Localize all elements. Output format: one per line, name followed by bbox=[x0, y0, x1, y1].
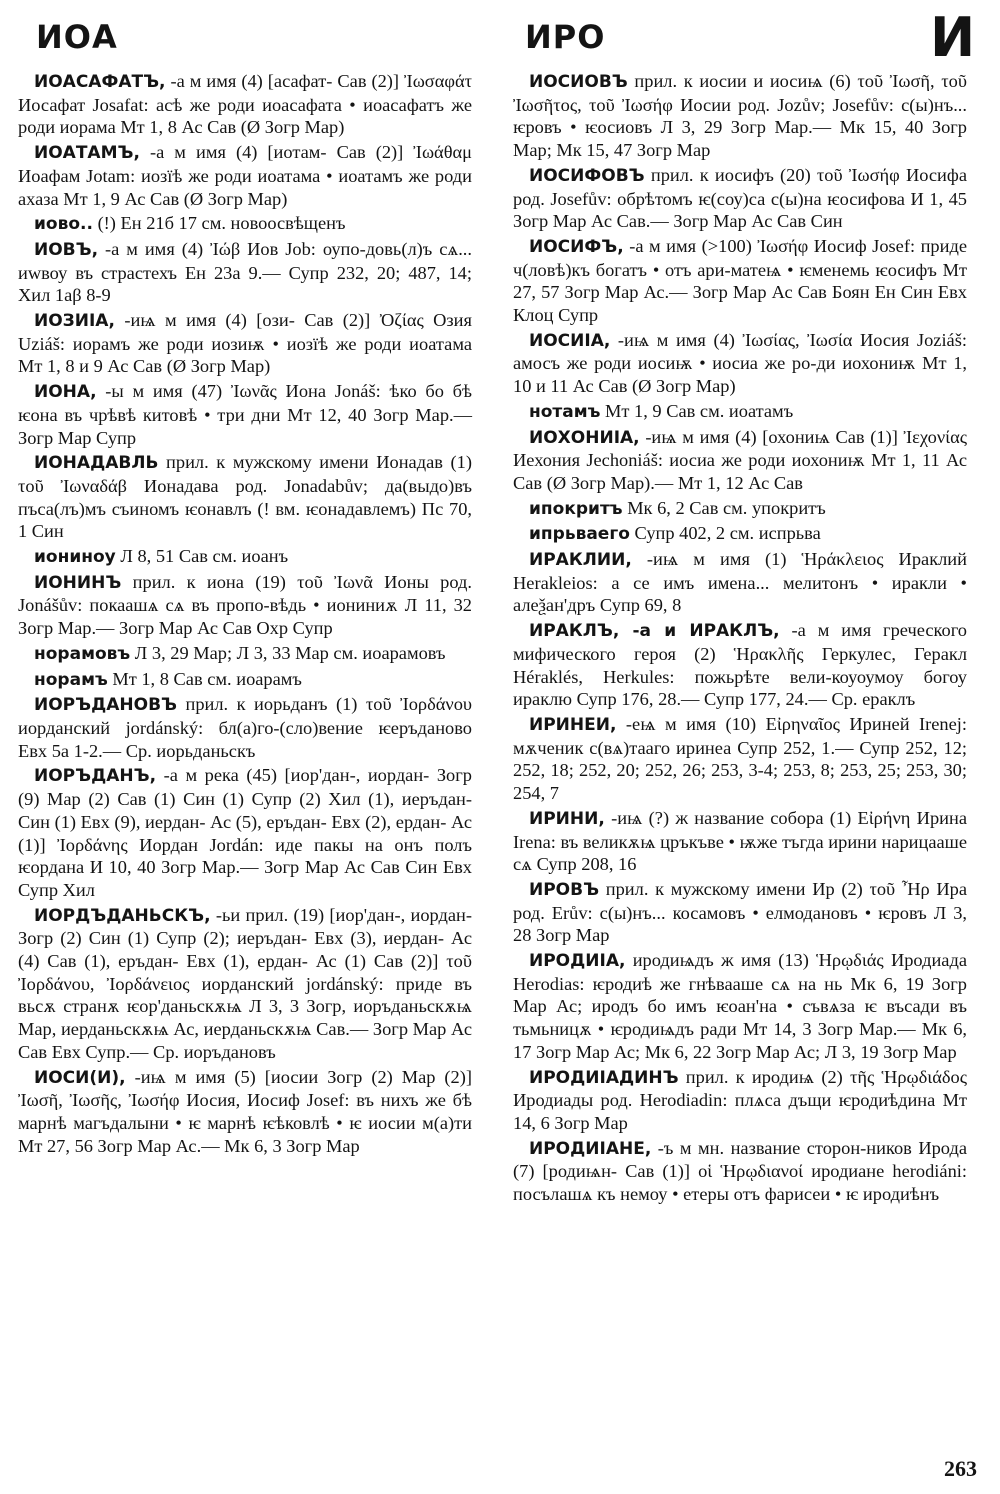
dictionary-entry bbox=[18, 668, 472, 692]
entry-headword: ипрьваего bbox=[529, 524, 630, 545]
dictionary-entry bbox=[513, 400, 967, 424]
entry-text: -еѩ м имя (10) Εἰρηναῖος Ириней Irenej: мѫченик с(вѧ)тааго иринеа Супр 252, 1.— Супр 252, 12; 252, 18; 252, 20; 252, 26; 253, 3-4; 253, 8; 253, 25; 253, 30; 254, 7 bbox=[513, 713, 967, 804]
dictionary-entry bbox=[18, 571, 472, 640]
dictionary-entry bbox=[513, 164, 967, 233]
entry-text: Мк 6, 2 Сав см. упокритъ bbox=[627, 497, 826, 518]
entry-headword: ИРАКЛИИ, bbox=[529, 550, 632, 571]
entry-headword: ИРОДИІАНЕ, bbox=[529, 1138, 652, 1159]
dictionary-entry bbox=[513, 949, 967, 1064]
dictionary-entry bbox=[513, 1066, 967, 1135]
running-header bbox=[0, 0, 1000, 69]
entry-text: -а м река (45) [иор'дан-, иордан- Зогр (9) Мар (2) Сав (1) Син (1) Супр (2) Хил (1), иеръдан- Син (1) Евх (9), иердан- Ас (5), еръдан- Евх (2), ердан- Ас (1)] Ἰορδάνης Иордан Jordán: иде пакы на онъ полъ ѥордана И 10, 40 Зогр Мар.— Зогр Мар Ас Сав Син Евх Супр Хил bbox=[18, 765, 472, 900]
entry-text: иродиѩдъ ж имя (13) Ἡρῳδιάς Иродиада Herodias: ѥродиѣ же гнѣвааше сѧ на нь Мк 6, 19 Зогр Мар Ас; иродъ бо имъ ѥоан'на • съвѧза ѥ въсади въ тьмьницѫ • ѥродиѩдъ ради Мт 14, 3 Зогр Мар.— Мк 6, 17 Зогр Мар Ас; Мк 6, 22 Зогр Мар Ас; Л 3, 19 Зогр Мар bbox=[513, 950, 967, 1062]
entry-headword: ИОВЪ, bbox=[34, 239, 99, 260]
dictionary-entry bbox=[18, 309, 472, 378]
page-number: 263 bbox=[944, 1456, 977, 1481]
entry-headword: ИОРЪДАНЪ, bbox=[34, 766, 157, 787]
entry-text: -иѩ м имя (4) Ἰωσίας, Ἰωσία Иосия Joziáš: амосъ же роди иосиѭ • иосиа же ро-ди иохониѭ Мт 1, 10 и 11 Ас Сав (Ø Зогр Мар) bbox=[513, 329, 967, 397]
entry-headword: ИОЗИІА, bbox=[34, 311, 115, 332]
entry-headword: нотамъ bbox=[529, 401, 601, 422]
entry-headword: ИОАТАМЪ, bbox=[34, 143, 140, 164]
entry-headword: ИОСИОВЪ bbox=[529, 72, 628, 92]
entry-headword: ИОСИІА, bbox=[529, 330, 611, 351]
entry-text: Л 3, 29 Мар; Л 3, 33 Мар см. иоарамовъ bbox=[134, 642, 446, 663]
entry-headword: ИОХОНИІА, bbox=[529, 427, 640, 448]
entry-headword: ИОАСАФАТЪ, bbox=[34, 72, 166, 92]
running-head-right: ИРО bbox=[525, 18, 606, 56]
right-column bbox=[513, 70, 967, 1208]
dictionary-entry bbox=[18, 642, 472, 666]
entry-text: -иѩ (?) ж название собора (1) Εἰρήνη Ирина Irena: въ великѫѩ цръкъве • ѭже тъгда ирини нарицааше сѧ Супр 208, 16 bbox=[513, 807, 967, 875]
entry-headword: ИРИНИ, bbox=[529, 808, 605, 829]
dictionary-entry bbox=[18, 904, 472, 1064]
dictionary-entry bbox=[18, 451, 472, 543]
entry-headword: норамъ bbox=[34, 669, 108, 690]
entry-headword: ИОСИФОВЪ bbox=[529, 165, 645, 186]
entry-text: -ъ м мн. название сторон-ников Ирода (7) [родиѩн- Сав (1)] οἱ Ἡρῳδιανοί иродиане herodiáni: посълашѧ къ немоу • етеры отъ фарисеи • ѥ иродиѣнъ bbox=[513, 1137, 967, 1205]
dictionary-entry bbox=[513, 70, 967, 162]
dictionary-entry bbox=[513, 619, 967, 711]
entry-text: -ьи прил. (19) [иор'дан-, иордан- Зогр (2) Син (1) Супр (2); иеръдан- Евх (3), иердан- Ас (4) Сав (1), еръдан- Евх (1), ердан- Ас (1) Сав (2)] τοῦ Ἰορδάνου, Ἰορδάνειος иорданский jordánský: приде въ вьсѫ странѫ ѥор'даньскѫѩ Л 3, 3 Зогр, иоръданьскѫѩ Мар, иерданьскѫѩ Ас, иерданьскѫѩ Сав.— Зогр Мар Ас Сав Евх Супр.— Ср. иоръдановъ bbox=[18, 904, 472, 1062]
entry-headword: ИОНИНЪ bbox=[34, 572, 122, 593]
dictionary-entry bbox=[513, 1137, 967, 1206]
entry-text: Мт 1, 8 Сав см. иоарамъ bbox=[112, 668, 302, 689]
dictionary-entry bbox=[513, 878, 967, 947]
entry-text: -иѩ м имя (4) [охониѩ Сав (1)] Ἰεχονίας Иехония Jechoniáš: иосиа же роди иохониѭ Мт 1, 11 Ас Сав (Ø Зогр Мар).— Мт 1, 12 Ас Сав bbox=[513, 426, 968, 493]
dictionary-entry bbox=[513, 548, 967, 617]
left-column bbox=[18, 70, 472, 1159]
dictionary-entry bbox=[513, 497, 967, 521]
dictionary-entry bbox=[513, 522, 967, 546]
entry-headword: ИОРДЪДАНЬСКЪ, bbox=[34, 905, 211, 926]
entry-headword: ИРОВЪ bbox=[529, 879, 600, 900]
entry-headword: ИОСИФЪ, bbox=[529, 236, 624, 257]
entry-text: -а м имя (>100) Ἰωσήφ Иосиф Josef: приде ч(ловѣ)къ богатъ • отъ ари-матеѩ • ѥменемь ѥосифъ Мт 27, 57 Зогр Мар Ас.— Зогр Мар Ас Сав Боян Ен Син Евх Клоц Супр bbox=[513, 235, 967, 326]
dictionary-entry bbox=[18, 70, 472, 139]
dictionary-entry bbox=[18, 764, 472, 901]
dictionary-entry bbox=[18, 1066, 472, 1158]
dictionary-entry bbox=[513, 235, 967, 327]
entry-headword: ИРОДИІАДИНЪ bbox=[529, 1067, 679, 1088]
entry-headword: ипокритъ bbox=[529, 498, 623, 519]
entry-headword: ИОНАДАВЛЬ bbox=[34, 453, 159, 474]
entry-headword: иово.. bbox=[34, 214, 93, 235]
entry-text: Л 8, 51 Сав см. иоанъ bbox=[120, 546, 289, 567]
dictionary-entry bbox=[18, 693, 472, 762]
entry-text: Супр 402, 2 см. испрьва bbox=[634, 523, 821, 544]
dictionary-entry bbox=[18, 212, 472, 236]
entry-headword: ИОСИ(И), bbox=[34, 1067, 126, 1088]
entry-headword: ИОНА, bbox=[34, 382, 97, 403]
entry-text: (!) Ен 21б 17 см. новоосвѣщенъ bbox=[97, 213, 346, 234]
entry-text: прил. к мужскому имени Ионадав (1) τοῦ Ἰωναδάβ Ионадава род. Jonadabův; да(выдо)въ пъса(лъ)мъ съиномъ ѥонавлъ (! вм. ѥонадавлемъ) Пс 70, 1 Син bbox=[18, 452, 472, 542]
entry-text: -а м имя (4) [иотам- Сав (2)] Ἰωάθαμ Иоафам Jotam: иозїѣ же роди иоатама • иоатамъ же роди ахаза Мт 1, 9 Ас Сав (Ø Зогр Мар) bbox=[18, 142, 473, 209]
entry-headword: ИРИНЕИ, bbox=[529, 714, 617, 735]
dictionary-entry bbox=[513, 426, 967, 495]
entry-text: -иѩ м имя (1) Ἡράκλειος Ираклий Herakleios: а се имъ имена... мелитонъ • иракли • алеѯан'дръ Супр 69, 8 bbox=[513, 549, 967, 616]
entry-headword: ИРАКЛЪ, -а и ИРАКЛЪ, bbox=[529, 621, 780, 642]
entry-headword: норамовъ bbox=[34, 643, 131, 664]
entry-text: -а м имя греческого мифического героя (2) Ἡρακλῆς Геркулес, Геракл Héraklés, Herkules: пожьрѣте вели-коуоумоу богоу ираклю Супр 176, 28.— Супр 177, 24.— Ср. ераклъ bbox=[513, 620, 967, 710]
entry-text: -а м имя (4) Ἰώβ Иов Job: оупо-довь(л)ъ сѧ... иwвоу въ страстехъ Ен 23а 9.— Супр 232, 20; 487, 14; Хил 1аβ 8-9 bbox=[18, 238, 472, 306]
entry-text: -а м имя (4) [асафат- Сав (2)] Ἰωσαφάτ Иосафат Josafat: асѣ же роди иоасафата • иоасафатъ же роди иорама Мт 1, 8 Ас Сав (Ø Зогр Мар) bbox=[18, 71, 472, 138]
dictionary-entry bbox=[18, 545, 472, 569]
entry-text: прил. к иона (19) τοῦ Ἰωνᾶ Ионы род. Jonášův: покаашѧ сѧ въ пропо-вѣдь • иониниѫ Л 11, 32 Зогр Мар.— Зогр Мар Ас Сав Охр Супр bbox=[18, 571, 472, 639]
entry-text: прил. к иродиѩ (2) τῆς Ἡρῳδιάδος Иродиады род. Herodiadin: плѧса дъщи ѥродиѣдина Мт 14, 6 Зогр Мар bbox=[513, 1066, 967, 1133]
entry-text: прил. к иорьданъ (1) τοῦ Ἰορδάνου иорданский jordánský: бл(а)го-(сло)вение ѥеръданово Евх 5а 1-2.— Ср. иорьданьскъ bbox=[18, 694, 473, 761]
dictionary-entry bbox=[513, 807, 967, 876]
dictionary-entry bbox=[18, 238, 472, 307]
entry-text: -иѩ м имя (4) [ози- Сав (2)] Ὀζίας Озия Uziáš: иорамъ же роди иозиѭ • иозїѣ же роди иоатама Мт 1, 8 и 9 Ас Сав (Ø Зогр Мар) bbox=[18, 310, 472, 377]
dictionary-entry bbox=[513, 329, 967, 398]
section-letter: И bbox=[930, 6, 976, 69]
entry-text: -ы м имя (47) Ἰωνᾶς Иона Jonáš: ѣко бо бѣ ѥона въ чрѣвѣ китовѣ • три дни Мт 12, 40 Зогр Мар.— Зогр Мар Супр bbox=[18, 381, 472, 448]
entry-text: Мт 1, 9 Сав см. иоатамъ bbox=[605, 400, 794, 421]
entry-text: прил. к мужскому имени Ир (2) τοῦ Ἦρ Ира род. Erův: с(ы)нъ... косамовъ • елмодановъ • ѥровъ Л 3, 28 Зогр Мар bbox=[513, 878, 967, 946]
dictionary-entry bbox=[18, 141, 472, 210]
running-head-left: ИОА bbox=[36, 18, 118, 56]
entry-headword: иониноу bbox=[34, 547, 116, 568]
dictionary-entry bbox=[513, 713, 967, 805]
entry-text: прил. к иосии и иосиѩ (6) τοῦ Ἰωσῆ, τοῦ Ἰωσῆτος, τοῦ Ἰωσήφ Иосии род. Jozův; Josefův: с(ы)нъ... ѥровъ • ѥосиовъ Л 3, 29 Зогр Мар.— Мк 15, 40 Зогр Мар; Мк 15, 47 Зогр Мар bbox=[513, 71, 967, 161]
entry-text: -иѩ м имя (5) [иосии Зогр (2) Мар (2)] Ἰωσῆ, Ἰωσῆς, Ἰωσήφ Иосия, Иосиф Josef: въ нихъ же бѣ марнѣ магъдалыни • ѥ марнѣ ѥѣковлѣ • ѥ иосии м(а)ти Мт 27, 56 Зогр Мар Ас.— Мк 6, 3 Зогр Мар bbox=[18, 1066, 472, 1156]
entry-text: прил. к иосифъ (20) τοῦ Ἰωσήφ Иосифа род. Josefův: обрѣтомъ ѥ(соу)са с(ы)на ѥосифова И 1, 45 Зогр Мар Ас Сав.— Зогр Мар Ас Сав Син bbox=[513, 164, 967, 232]
dictionary-entry bbox=[18, 380, 472, 449]
entry-headword: ИРОДИІА, bbox=[529, 951, 626, 972]
entry-headword: ИОРЪДАНОВЪ bbox=[34, 695, 178, 716]
